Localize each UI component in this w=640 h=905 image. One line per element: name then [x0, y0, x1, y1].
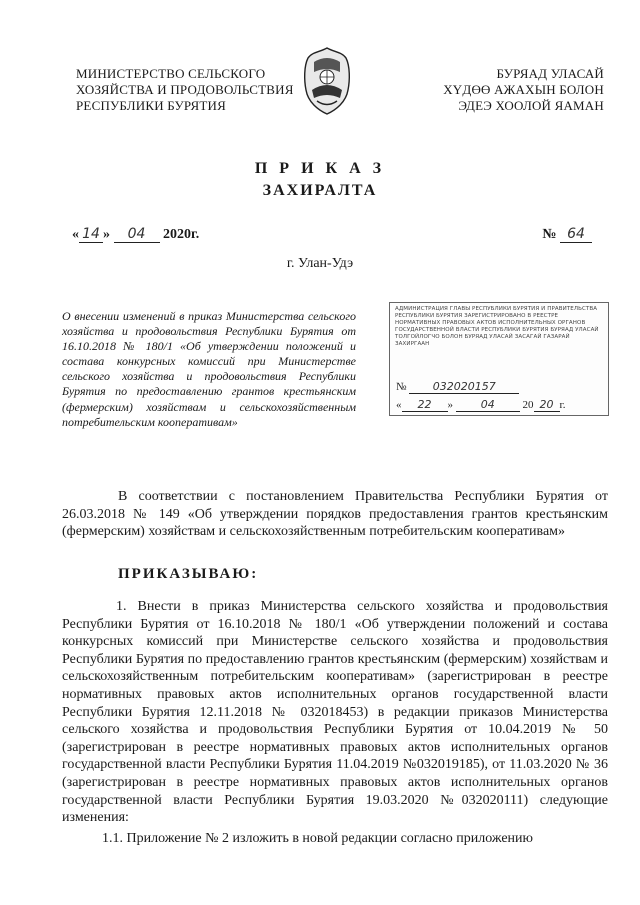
- ministry-buryat-line-2: ХҮДӨӨ АЖАХЫН БОЛОН: [443, 82, 604, 97]
- preamble-paragraph: В соответствии с постановлением Правительства Республики Бурятия от 26.03.2018 № 149 «Об утверждении порядков предоставления грантов крестьянским (фермерским) хозяйствам и сельскохозяйственным потребительским кооперативам»: [62, 489, 608, 540]
- document-title-russian: П Р И К А З: [254, 160, 386, 177]
- stamp-date-month: 04: [456, 399, 520, 412]
- document-title-buryat: ЗАХИРАЛТА: [262, 182, 378, 199]
- stamp-date-suffix: г.: [559, 399, 566, 411]
- order-subject: О внесении изменений в приказ Министерства сельского хозяйства и продовольствия Республики Бурятия от 16.10.2018 № 180/1 «Об утверждении положений и состава конкурсных комиссий при Министерстве сельского хозяйства и продовольствия Республики Бурятия по предоставлению грантов крестьянским (фермерским) хозяйствам и сельскохозяйственным потребительским кооперативам»: [62, 309, 356, 429]
- stamp-number-value: 032020157: [409, 381, 519, 394]
- city-name: г. Улан-Удэ: [286, 256, 354, 271]
- number-label: №: [542, 227, 557, 242]
- stamp-date-close-quote: »: [447, 399, 453, 411]
- order-heading: ПРИКАЗЫВАЮ:: [118, 566, 259, 582]
- ministry-buryat-line-1: БУРЯАД УЛАСАЙ: [496, 66, 604, 81]
- ministry-buryat-line-3: ЭДЕЭ ХООЛОЙ ЯАМАН: [458, 98, 604, 113]
- stamp-date-day: 22: [402, 399, 448, 412]
- ministry-line-1: МИНИСТЕРСТВО СЕЛЬСКОГО: [76, 66, 266, 81]
- order-item-1: 1. Внести в приказ Министерства сельского хозяйства и продовольствия Республики Бурятия от 16.10.2018 № 180/1 «Об утверждении положений и состава конкурсных комиссий при Министерстве сельского хозяйства и продовольствия Республики Бурятия по предоставлению грантов крестьянским (фермерским) хозяйствам и сельскохозяйственным потребительским кооперативам» (зарегистрирован в реестре нормативных правовых актов исполнительных органов государственной власти Республики Бурятия 12.11.2018 № 032018453) в редакции приказов Министерства сельского хозяйства и продовольствия Республики Бурятия от 10.04.2019 № 50 (зарегистрирован в реестре нормативных правовых актов исполнительных органов государственной власти Республики Бурятия 11.04.2019 №032019185), от 11.03.2020 № 36 (зарегистрирован в реестре нормативных правовых актов исполнительных органов государственной власти Республики Бурятия 19.03.2020 №032020111) следующие изменения:: [62, 599, 608, 826]
- coat-of-arms-emblem: [300, 46, 354, 116]
- stamp-date-open-quote: «: [396, 399, 402, 411]
- date-open-quote: «: [72, 227, 79, 242]
- date-day: 14: [79, 226, 103, 243]
- stamp-text: АДМИНИСТРАЦИЯ ГЛАВЫ РЕСПУБЛИКИ БУРЯТИЯ И ПРАВИТЕЛЬСТВА РЕСПУБЛИКИ БУРЯТИЯ ЗАРЕГИСТРИРОВАНО В РЕЕСТРЕ НОРМАТИВНЫХ ПРАВОВЫХ АКТОВ ИСПОЛНИТЕЛЬНЫХ ОРГАНОВ ГОСУДАРСТВЕННОЙ ВЛАСТИ РЕСПУБЛИКИ БУРЯТИЯ БУРЯАД УЛАСАЙ ТОЛГОЙЛОГЧО БОЛОН БУРЯАД УЛАСАЙ ЗАСАГАЙ ГАЗАРАЙ ЗАХИРГААН: [395, 306, 599, 347]
- number-value: 64: [560, 226, 592, 243]
- ministry-name-russian: [76, 66, 306, 114]
- order-number: [542, 226, 592, 243]
- stamp-number-label: №: [396, 381, 407, 393]
- stamp-date-year: 20: [534, 399, 560, 412]
- order-date: [72, 226, 199, 243]
- ministry-line-3: РЕСПУБЛИКИ БУРЯТИЯ: [76, 98, 226, 113]
- date-close-quote: »: [103, 227, 110, 242]
- registration-stamp: [389, 302, 609, 416]
- stamp-date-century: 20: [522, 399, 534, 411]
- ministry-line-2: ХОЗЯЙСТВА И ПРОДОВОЛЬСТВИЯ: [76, 82, 294, 97]
- stamp-registration-number: [396, 381, 519, 394]
- date-month: 04: [114, 226, 160, 243]
- stamp-registration-date: [396, 399, 566, 412]
- order-item-1-1: 1.1. Приложение № 2 изложить в новой редакции согласно приложению: [102, 831, 533, 846]
- ministry-name-buryat: [384, 66, 604, 114]
- date-year: 2020г.: [163, 227, 200, 242]
